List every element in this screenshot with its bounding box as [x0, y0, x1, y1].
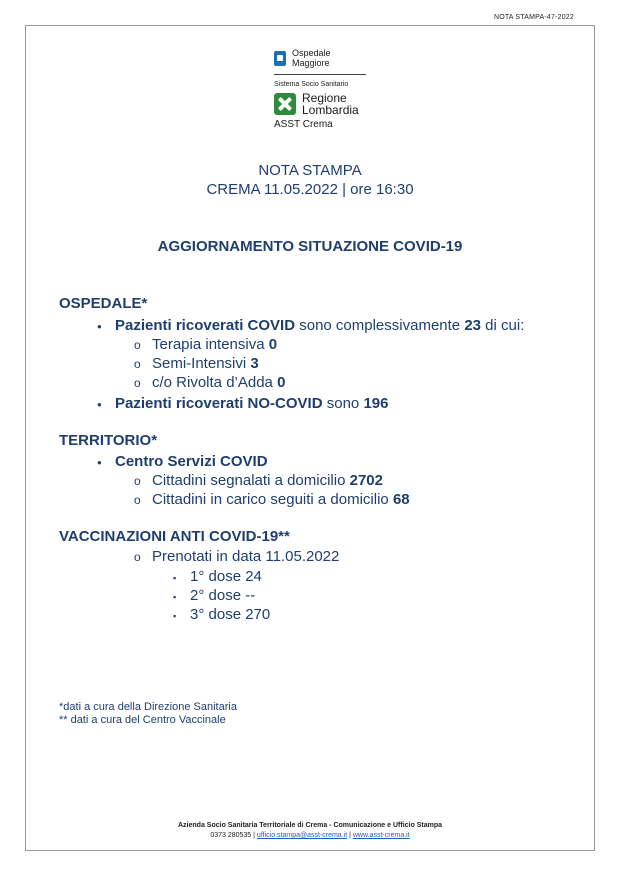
- nocovid-mid: sono: [322, 395, 364, 412]
- item-value: 2702: [349, 472, 383, 489]
- footer-phone: 0373 280535 |: [210, 832, 257, 839]
- dose-item-3: ▪ 3° dose 270: [190, 606, 270, 623]
- footer-web-link[interactable]: www.asst-crema.it: [352, 832, 410, 839]
- footer-org-line: Azienda Socio Sanitaria Territoriale di Crema - Comunicazione e Ufficio Stampa: [178, 822, 442, 829]
- logo-block: [274, 48, 394, 130]
- region-name-line1: Regione: [302, 91, 347, 105]
- hospital-name-line1: Ospedale: [292, 48, 331, 58]
- hospital-logo: [274, 48, 394, 68]
- hospital-name: [292, 48, 331, 68]
- nocovid-value: 196: [363, 395, 389, 412]
- asst-name: ASST Crema: [274, 119, 333, 130]
- item-value: 0: [268, 336, 278, 353]
- list-item-semi-intensivi: [152, 355, 259, 372]
- section-vaccinazioni-title: VACCINAZIONI ANTI COVID-19**: [59, 528, 290, 545]
- item-label: Semi-Intensivi: [152, 355, 251, 372]
- section-ospedale-title: OSPEDALE*: [59, 295, 148, 312]
- list-item-segnalati: [152, 472, 383, 489]
- subject-title: AGGIORNAMENTO SITUAZIONE COVID-19: [157, 238, 463, 255]
- footnote-centro-vaccinale: ** dati a cura del Centro Vaccinale: [59, 714, 226, 726]
- footnote-direzione: *dati a cura della Direzione Sanitaria: [59, 701, 237, 713]
- region-name-line2: Lombardia: [302, 103, 359, 117]
- item-label: Cittadini in carico seguiti a domicilio: [152, 491, 393, 508]
- press-release-title: NOTA STAMPA: [258, 162, 362, 179]
- section-territorio-title: TERRITORIO*: [59, 432, 158, 449]
- logo-divider: [274, 74, 366, 75]
- list-item-terapia-intensiva: [152, 336, 277, 353]
- item-value: 0: [277, 374, 286, 391]
- footer-contacts: [0, 832, 620, 839]
- covid-total: 23: [464, 317, 481, 334]
- dose-item-2: ▪ 2° dose --: [190, 587, 255, 604]
- service-label: Centro Servizi COVID: [115, 453, 268, 470]
- ospedale-covid-line: [115, 317, 524, 334]
- list-item-seguiti: [152, 491, 410, 508]
- dateline: CREMA 11.05.2022 | ore 16:30: [206, 181, 414, 198]
- covid-mid: sono complessivamente: [295, 317, 465, 334]
- item-label: Cittadini segnalati a domicilio: [152, 472, 350, 489]
- item-value: 68: [392, 491, 410, 508]
- footer-organization: [0, 822, 620, 829]
- covid-tail: di cui:: [481, 317, 525, 334]
- hospital-icon: [274, 51, 286, 66]
- region-name: [302, 92, 359, 116]
- covid-label: Pazienti ricoverati COVID: [115, 317, 296, 334]
- region-logo: [274, 92, 394, 116]
- nocovid-label: Pazienti ricoverati NO-COVID: [115, 395, 323, 412]
- system-label: Sistema Socio Sanitario: [274, 81, 349, 88]
- region-lombardia-icon: [274, 93, 296, 115]
- territorio-service-line: [115, 453, 268, 470]
- list-item-rivolta: [152, 374, 285, 391]
- footer-separator: |: [347, 832, 353, 839]
- vaccination-booked-line: o Prenotati in data 11.05.2022: [152, 548, 339, 565]
- ospedale-nocovid-line: [115, 395, 388, 412]
- dose-item-1: ▪ 1° dose 24: [190, 568, 262, 585]
- item-label: Terapia intensiva: [152, 336, 269, 353]
- item-value: 3: [250, 355, 259, 372]
- item-label: c/o Rivolta d’Adda: [152, 374, 278, 391]
- footer-email-link[interactable]: ufficio.stampa@asst-crema.it: [256, 832, 348, 839]
- hospital-name-line2: Maggiore: [292, 58, 330, 68]
- document-reference: NOTA STAMPA-47-2022: [493, 14, 574, 21]
